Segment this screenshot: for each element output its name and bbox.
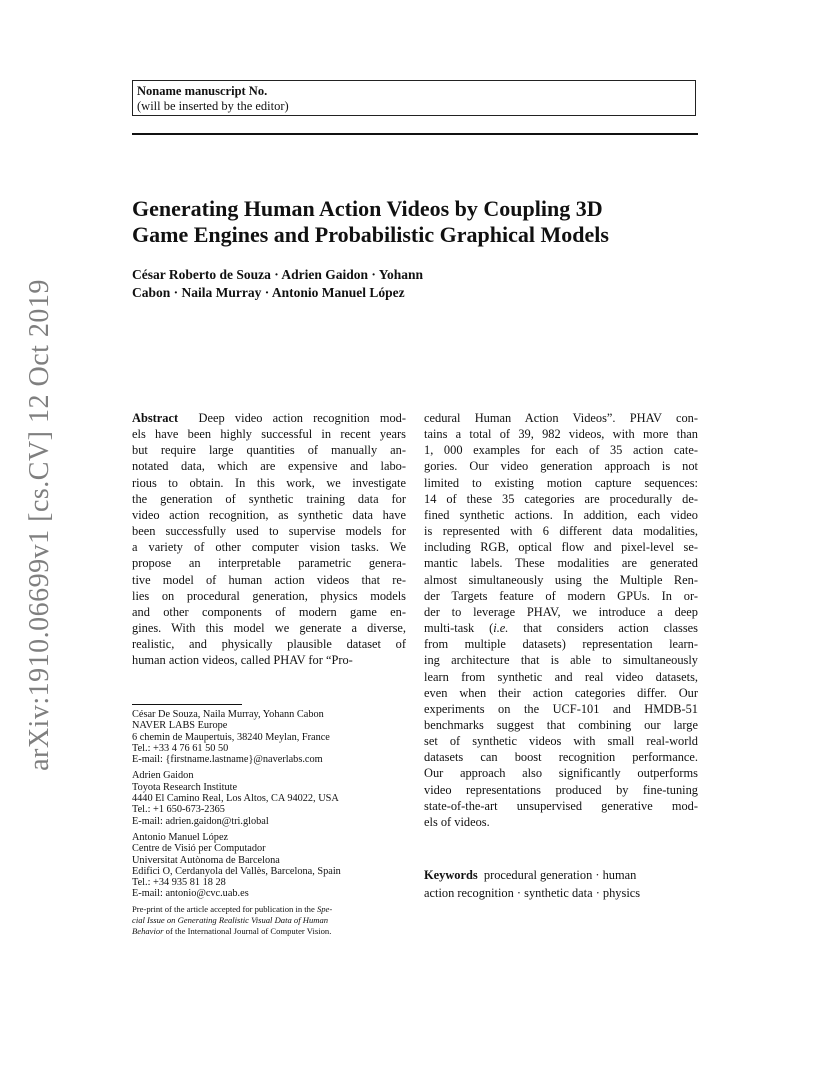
abstract-right-line: limited to existing motion capture sequences:	[424, 475, 698, 490]
affiliation-line: Tel.: +33 4 76 61 50 50	[132, 742, 229, 754]
abstract-right-line: learn from synthetic and real video datasets,	[424, 669, 698, 684]
abstract-right-line: ing architecture that is able to simultaneously	[424, 653, 698, 668]
affiliation-line: E-mail: {firstname.lastname}@naverlabs.com	[132, 754, 323, 766]
affiliation-line: Adrien Gaidon	[132, 770, 194, 782]
manuscript-label: Noname manuscript No.	[137, 84, 268, 98]
abstract-left-line: and other components of modern game en-	[132, 604, 406, 619]
affiliation-line: César De Souza, Naila Murray, Yohann Cabon	[132, 709, 324, 720]
keywords-line-1	[424, 866, 698, 884]
abstract-right-line: der to leverage PHAV, we introduce a deep	[424, 604, 698, 619]
abstract-left-line: Abstract Deep video action recognition mod-	[132, 411, 406, 425]
affiliations-footnote	[132, 709, 412, 905]
title-line-1: Generating Human Action Videos by Coupling 3D	[132, 196, 603, 221]
abstract-right-line: almost simultaneously using the Multiple Ren-	[424, 572, 698, 587]
abstract-right-line: including RGB, optical flow and pixel-level se-	[424, 540, 698, 555]
keywords-line-2: action recognition · synthetic data · physics	[424, 886, 641, 900]
affiliation-block	[132, 709, 412, 765]
abstract-left-line: lies on procedural generation, physics models	[132, 588, 406, 603]
abstract-left-line: realistic, and physically plausible dataset of	[132, 637, 406, 652]
abstract-column-right	[424, 410, 698, 830]
preprint-line-1: Pre-print of the article accepted for publication in the Spe-	[132, 904, 333, 914]
keywords-heading: Keywords	[424, 868, 478, 882]
author-list	[132, 266, 512, 302]
affiliation-line: 4440 El Camino Real, Los Altos, CA 94022, USA	[132, 793, 339, 805]
abstract-left-line: els have been highly successful in recent years	[132, 427, 406, 442]
affiliation-line: E-mail: adrien.gaidon@tri.global	[132, 815, 269, 827]
affiliation-line: Antonio Manuel López	[132, 831, 229, 843]
affiliation-line: Toyota Research Institute	[132, 781, 238, 793]
abstract-right-line: even when their action categories differ. Our	[424, 685, 698, 700]
abstract-right-line: from multiple datasets) representation learn-	[424, 637, 698, 652]
abstract-left-line: a variety of other computer vision tasks. We	[132, 540, 406, 555]
affiliation-line: E-mail: antonio@cvc.uab.es	[132, 888, 249, 900]
abstract-left-line: gines. With this model we generate a diverse,	[132, 621, 406, 636]
keywords-section	[424, 866, 698, 902]
abstract-right-line: experiments on the UCF-101 and HMDB-51	[424, 701, 698, 716]
abstract-left-line: rious to obtain. In this work, we investigate	[132, 475, 406, 490]
affiliation-line: Universitat Autònoma de Barcelona	[132, 854, 280, 866]
abstract-left-line: the generation of synthetic training data for	[132, 491, 406, 506]
authors-line-1: César Roberto de Souza · Adrien Gaidon · Yohann	[132, 267, 424, 282]
abstract-right-line: der Targets feature of modern GPUs. In or-	[424, 588, 698, 603]
affiliation-line: Edifici O, Cerdanyola del Vallès, Barcelona, Spain	[132, 865, 341, 877]
abstract-right-line: gories. Our video generation approach is not	[424, 459, 698, 474]
editor-note: (will be inserted by the editor)	[137, 99, 289, 113]
abstract-left-line: tive model of human action videos that re-	[132, 572, 406, 587]
abstract-right-line: multi-task (i.e. that considers action classes	[424, 621, 698, 636]
abstract-right-line: cedural Human Action Videos”. PHAV con-	[424, 411, 698, 425]
abstract-right-line: Our approach also significantly outperforms	[424, 766, 698, 781]
abstract-column-left	[132, 410, 406, 669]
header-rule	[132, 133, 698, 135]
abstract-right-line: tains a total of 39, 982 videos, with more than	[424, 427, 698, 442]
keywords-text-1: procedural generation · human	[483, 868, 637, 882]
manuscript-header-box	[132, 80, 696, 116]
abstract-right-line: datasets can boost recognition performance.	[424, 750, 698, 765]
abstract-left-line: human action videos, called PHAV for “Pro-	[132, 653, 353, 668]
preprint-note	[132, 904, 412, 936]
abstract-right-line: benchmarks suggest that combining our large	[424, 717, 698, 732]
abstract-right-line: 1, 000 examples for each of 35 action cate-	[424, 443, 698, 458]
affiliation-line: Centre de Visió per Computador	[132, 843, 266, 855]
arxiv-identifier-text: arXiv:1910.06699v1 [cs.CV] 12 Oct 2019	[24, 279, 55, 771]
paper-title	[132, 196, 732, 248]
abstract-left-line: but require large quantities of manually an-	[132, 443, 406, 458]
title-line-2: Game Engines and Probabilistic Graphical Models	[132, 222, 609, 247]
abstract-right-line: els of videos.	[424, 814, 490, 829]
footnote-rule	[132, 704, 242, 705]
abstract-left-line: been successfully used to supervise models for	[132, 524, 406, 539]
abstract-left-line: notated data, which are expensive and labo-	[132, 459, 406, 474]
abstract-right-line: mantic labels. These modalities are generated	[424, 556, 698, 571]
affiliation-line: 6 chemin de Maupertuis, 38240 Meylan, France	[132, 731, 330, 743]
abstract-right-line: 14 of these 35 categories are procedurally de-	[424, 491, 698, 506]
abstract-right-line: is represented with 6 different data modalities,	[424, 524, 698, 539]
affiliation-block	[132, 832, 412, 900]
arxiv-identifier-stamp	[22, 279, 58, 771]
affiliation-line: Tel.: +34 935 81 18 28	[132, 877, 226, 889]
abstract-right-line: state-of-the-art unsupervised generative mod-	[424, 798, 698, 813]
affiliation-line: NAVER LABS Europe	[132, 720, 228, 732]
preprint-line-3: Behavior of the International Journal of Computer Vision.	[132, 925, 332, 936]
abstract-right-line: set of synthetic videos with small real-world	[424, 734, 698, 749]
abstract-left-line: video action recognition, as synthetic data have	[132, 507, 406, 522]
authors-line-2: Cabon · Naila Murray · Antonio Manuel López	[132, 285, 405, 300]
abstract-left-line: propose an interpretable parametric genera-	[132, 556, 406, 571]
abstract-right-line: fined synthetic actions. In addition, each video	[424, 507, 698, 522]
preprint-line-2: cial Issue on Generating Realistic Visual Data of Human	[132, 914, 329, 925]
abstract-heading: Abstract	[132, 411, 179, 425]
abstract-right-line: video representations produced by fine-tuning	[424, 782, 698, 797]
affiliation-block	[132, 770, 412, 826]
affiliation-line: Tel.: +1 650-673-2365	[132, 804, 225, 816]
